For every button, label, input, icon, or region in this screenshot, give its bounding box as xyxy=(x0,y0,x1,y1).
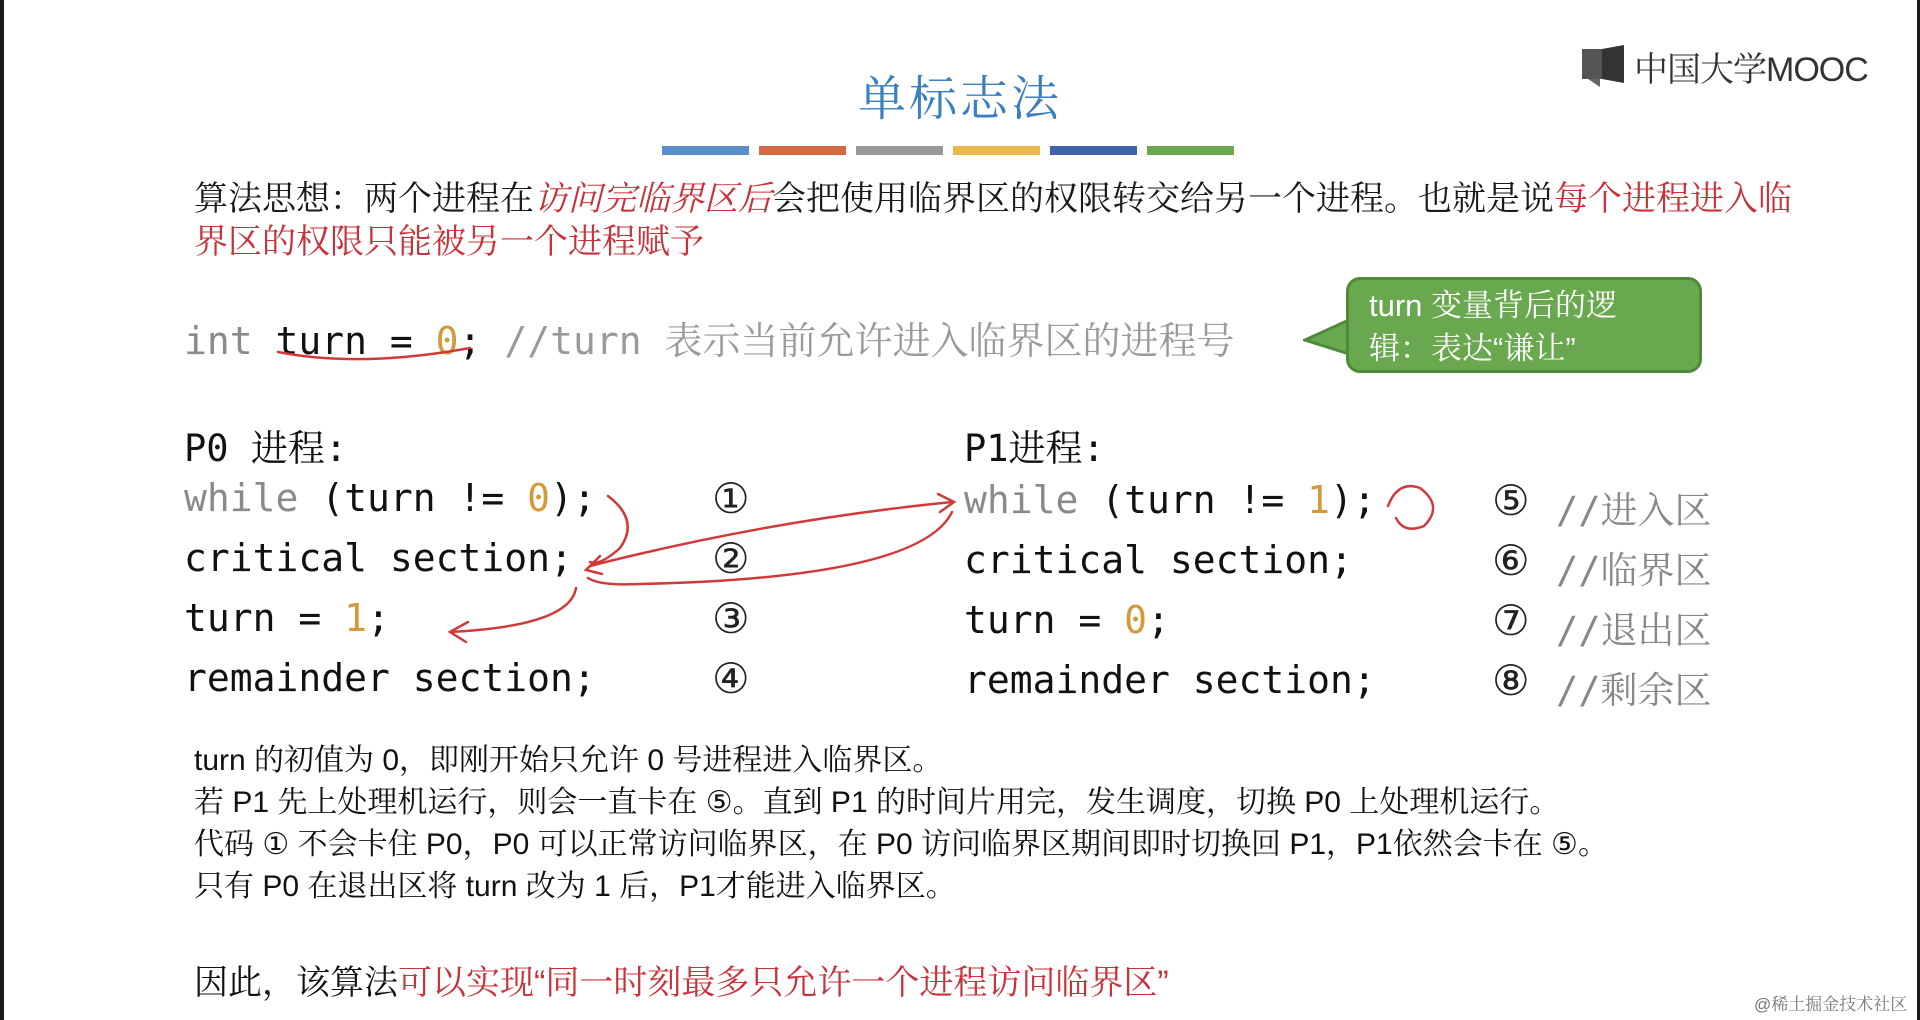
p1-line3-text: turn = xyxy=(964,598,1125,642)
idea-red-highlight: 每个进程进入临界区的权限只能被另一个进程赋予 xyxy=(194,180,1792,261)
note-line: 只有 P0 在退出区将 turn 改为 1 后，P1才能进入临界区。 xyxy=(194,870,956,903)
p1-line1-end: ); xyxy=(1330,478,1376,522)
p0-line3-end: ; xyxy=(367,596,390,640)
idea-prefix: 算法思想：两个进程在 xyxy=(194,180,534,218)
loop-p1-while xyxy=(1388,486,1433,529)
p1-code-line-2: critical section; xyxy=(964,538,1353,582)
note-line: 若 P1 先上处理机运行，则会一直卡在 ⑤。直到 P1 的时间片用完，发生调度，切换 P0 上处理机运行。 xyxy=(194,786,1560,819)
p0-step-marker: ① xyxy=(712,475,750,522)
arrow-p1-to-p0-critical-1 xyxy=(590,502,952,566)
p0-code-line-4: remainder section; xyxy=(184,656,596,700)
callout-tail xyxy=(1303,318,1351,358)
color-bar xyxy=(1050,146,1137,155)
mooc-logo-text: 中国大学MOOC xyxy=(1634,50,1868,89)
arrow-p1-to-p0-critical-2 xyxy=(588,512,952,584)
color-bar xyxy=(662,146,749,155)
p1-step-marker: ⑤ xyxy=(1492,477,1530,524)
p0-code-line-3 xyxy=(184,596,390,640)
arrow-head-turn xyxy=(450,622,468,642)
conclusion-highlight: 可以实现“同一时刻最多只允许一个进程访问临界区” xyxy=(398,964,1169,1002)
p1-step-marker: ⑧ xyxy=(1492,657,1530,704)
p0-line1-text: (turn != xyxy=(298,476,528,520)
p0-step-marker: ④ xyxy=(712,655,750,702)
p1-line1-text: (turn != xyxy=(1078,478,1308,522)
p0-line3-number: 1 xyxy=(344,596,368,640)
mooc-logo-icon xyxy=(1580,43,1628,89)
arrow-head-critical xyxy=(586,556,602,574)
color-bar xyxy=(856,146,943,155)
p0-line1-number: 0 xyxy=(527,476,551,520)
conclusion xyxy=(194,955,1169,1004)
callout-line-2: 辑：表达“谦让” xyxy=(1369,331,1576,366)
note-line: 代码 ① 不会卡住 P0，P0 可以正常访问临界区，在 P0 访问临界区期间即时切换回 P1，P1依然会卡在 ⑤。 xyxy=(194,828,1608,861)
p1-code-line-3 xyxy=(964,598,1170,642)
color-bar xyxy=(953,146,1040,155)
algorithm-idea xyxy=(194,178,1794,264)
color-bar xyxy=(759,146,846,155)
arrow-head-while xyxy=(938,494,954,512)
explanation-notes xyxy=(194,740,1894,908)
p0-code-line-1 xyxy=(184,476,596,520)
p1-line3-number: 0 xyxy=(1124,598,1148,642)
p1-step-marker: ⑦ xyxy=(1492,597,1530,644)
p1-while-keyword: while xyxy=(964,478,1079,522)
turn-declaration xyxy=(184,310,1234,365)
p0-step-marker: ② xyxy=(712,535,750,582)
p1-line3-end: ; xyxy=(1147,598,1170,642)
color-bar-strip xyxy=(662,146,1234,155)
decl-semicolon: ; xyxy=(458,319,505,363)
callout-line-1: turn 变量背后的逻 xyxy=(1369,288,1618,323)
p0-line3-text: turn = xyxy=(184,596,345,640)
p1-section-comment: //退出区 xyxy=(1556,609,1712,652)
idea-italic-highlight: 访问完临界区后 xyxy=(534,180,772,218)
p0-heading: P0 进程: xyxy=(184,427,348,470)
p1-section-comment: //剩余区 xyxy=(1556,669,1712,712)
conclusion-prefix: 因此，该算法 xyxy=(194,964,398,1002)
decl-number: 0 xyxy=(435,319,459,363)
left-frame-border xyxy=(0,0,4,1020)
p0-step-marker: ③ xyxy=(712,595,750,642)
p1-code-line-4: remainder section; xyxy=(964,658,1376,702)
color-bar xyxy=(1147,146,1234,155)
logic-callout xyxy=(1346,277,1702,373)
idea-middle: 会把使用临界区的权限转交给另一个进程。也就是说 xyxy=(772,180,1554,218)
arrow-critical-to-turn xyxy=(450,588,576,632)
p0-code-line-2: critical section; xyxy=(184,536,573,580)
slide-title: 单标志法 xyxy=(857,73,1062,126)
p1-section-comment: //进入区 xyxy=(1556,489,1712,532)
p1-step-marker: ⑥ xyxy=(1492,537,1530,584)
p1-heading: P1进程: xyxy=(964,427,1105,470)
decl-keyword: int xyxy=(184,319,253,363)
note-line: turn 的初值为 0，即刚开始只允许 0 号进程进入临界区。 xyxy=(194,744,943,777)
mooc-logo xyxy=(1580,42,1868,90)
p1-line1-number: 1 xyxy=(1307,478,1331,522)
p1-section-comment: //临界区 xyxy=(1556,549,1712,592)
p0-line1-end: ); xyxy=(550,476,596,520)
p0-while-keyword: while xyxy=(184,476,299,520)
watermark: @稀土掘金技术社区 xyxy=(1754,995,1908,1014)
decl-comment: //turn 表示当前允许进入临界区的进程号 xyxy=(504,319,1235,363)
decl-var: turn = xyxy=(252,319,436,363)
p1-code-line-1 xyxy=(964,478,1376,522)
